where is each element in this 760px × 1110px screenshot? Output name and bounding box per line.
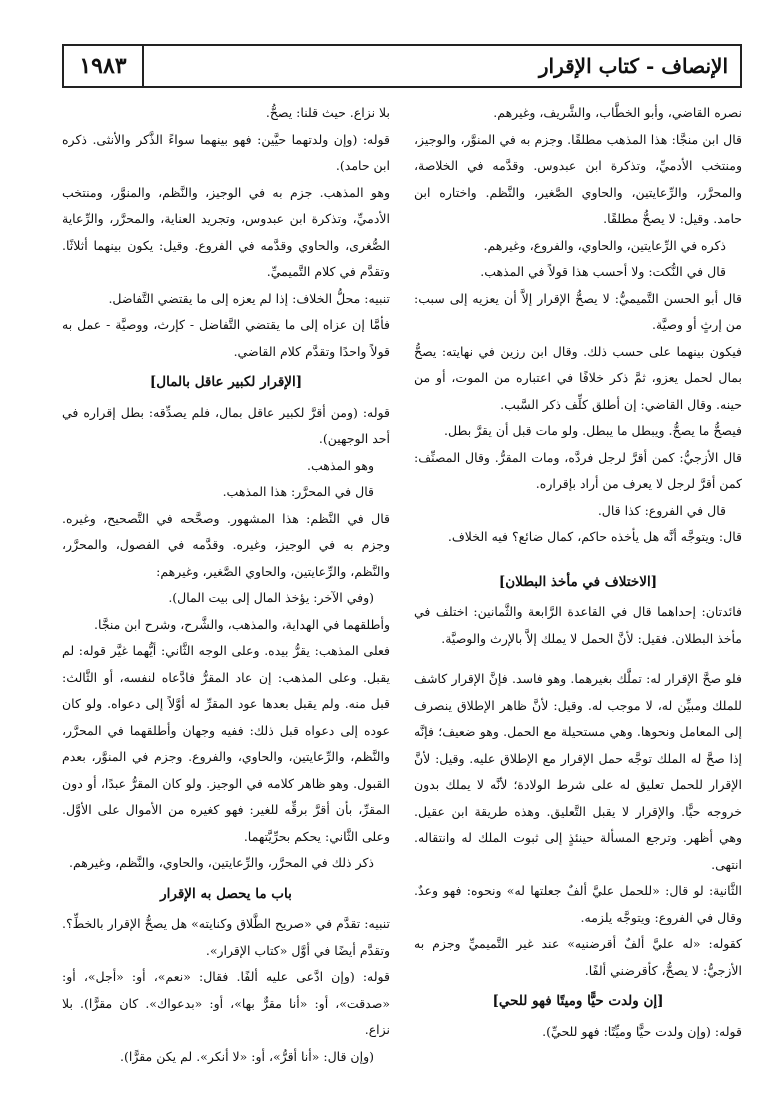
paragraph: قال ابن منجَّا: هذا المذهب مطلقًا. وجزم به في المنوَّر، والوجيز، ومنتخب الأدميِّ، وتذكرة ابن عبدوس. وقدَّمه في الخلاصة، والمحرَّر، والرِّعايتين، والحاوي الصَّغير، والنَّظم. واختاره ابن حامد. وقيل: لا يصحُّ مطلقًا.: [414, 131, 742, 226]
running-title: الإنصاف - كتاب الإقرار: [538, 54, 728, 78]
paragraph: قوله: (ومن أقرَّ لكبير عاقل بمال، فلم يصدِّقه: بطل إقراره في أحد الوجهين).: [62, 404, 390, 446]
paragraph: ذكر ذلك في المحرَّر، والرِّعايتين، والحاوي، والنَّظم، وغيرهم.: [68, 855, 374, 870]
book-page: [62, 44, 742, 1094]
paragraph: فائدتان: إحداهما قال في القاعدة الرَّابعة والثَّمانين: اختلف في مأخذ البطلان. فقيل: لأنَّ الحمل لا يملك إلاَّ بالإرث والوصيَّة.: [414, 604, 742, 646]
paragraph: (وفي الآخر: يؤخذ المال إلى بيت المال).: [168, 590, 374, 605]
section-heading: باب ما يحصل به الإقرار: [160, 885, 292, 902]
paragraph: قال في النَّظم: هذا المشهور. وصحَّحه في التَّصحيح، وغيره. وجزم به في الوجيز، وغيره. وقدَّمه في الفصول، والمحرَّر، والنَّظم، والرِّعايتين، والحاوي الصَّغير، وغيرهم:: [62, 510, 390, 579]
section-heading: [الإقرار لكبير عاقل بالمال]: [149, 374, 303, 390]
paragraph: فيصحُّ ما يصحُّ. ويبطل ما يبطل. ولو مات قبل أن يقرَّ بطل.: [444, 423, 742, 438]
right-column: [414, 100, 742, 1045]
paragraph: قوله: (وإن ادَّعى عليه ألفًا. فقال: «نعم»، أو: «أجل»، أو: «صدقت»، أو: «أنا مقرٌّ بها»، أو: «بدعواك». كان مقرًّا). بلا نزاع.: [62, 969, 390, 1037]
section-heading: [إن ولدت حيًّا وميتًا فهو للحي]: [492, 993, 664, 1009]
paragraph: قوله: (وإن ولدتهما حيَّين: فهو بينهما سواءً الذَّكر والأنثى. ذكره ابن حامد).: [62, 131, 390, 173]
paragraph: وأطلقهما في الهداية، والمذهب، والشَّرح، وشرح ابن منجَّا.: [94, 616, 390, 632]
paragraph: فلو صحَّ الإقرار له: تملَّك بغيرهما. وهو فاسد. فإنَّ الإقرار كاشف للملك ومبيِّن له، لا موجب له. وقيل: لأنَّ ظاهر الإطلاق ينصرف إلى المعامل ونحوها. وهي مستحيلة مع الحمل. وهو ضعيف؛ فإنَّه إذا صحَّ له الملك توجَّه حمل الإقرار مع الإطلاق عليه. وقيل: لأنَّ الإقرار للحمل تعليق له على شرط الولادة؛ لأنَّه لا يملك بدون خروجه حيًّا. والإقرار لا يقبل التَّعليق. وهذه طريقة ابن عقيل. وهي أظهر. وترجع المسألة حينئذٍ إلى ثبوت الملك له وانتقاله. انتهى.: [414, 671, 742, 872]
paragraph: قوله: (وإن ولدت حيًّا وميِّتًا: فهو للحيِّ).: [542, 1023, 742, 1039]
paragraph: فيكون بينهما على حسب ذلك. وقال ابن رزين في نهايته: يصحُّ بمال لحمل يعزو، ثمَّ ذكر خلافًا في اعتباره من الموت، أو من حينه. وقال القاضي: إن أطلق كلِّف ذكر السَّبب.: [414, 343, 742, 412]
paragraph: قال الأزجيُّ: كمن أقرَّ لرجل فردَّه، ومات المقرُّ. وقال المصنِّف: كمن أقرَّ لرجل لا يعرف من أراد بإقراره.: [414, 449, 742, 491]
paragraph: (وإن قال: «أنا أقرُّ»، أو: «لا أنكر». لم يكن مقرًّا).: [120, 1048, 374, 1064]
paragraph: فأمَّا إن عزاه إلى ما يقتضي التَّفاضل - كإرث، ووصيَّة - عمل به قولاً واحدًا وتقدَّم كلام القاضي.: [62, 317, 390, 359]
paragraph: قال أبو الحسن التَّميميُّ: لا يصحُّ الإقرار إلاَّ أن يعزيه إلى سبب: من إرثٍ أو وصيَّة.: [414, 290, 742, 332]
paragraph: ذكره في الرِّعايتين، والحاوي، والفروع، وغيرهم.: [483, 237, 726, 253]
paragraph: بلا نزاع. حيث قلنا: يصحُّ.: [265, 105, 390, 120]
spacer: [414, 551, 742, 565]
paragraph: وهو المذهب.: [307, 457, 374, 473]
spacer: [414, 652, 742, 666]
page-number: ١٩٨٣: [64, 46, 144, 86]
paragraph: تنبيه: تقدَّم في «صريح الطَّلاق وكنايته» هل يصحُّ الإقرار بالخطِّ؟. وتقدَّم أيضًا في أوَّل «كتاب الإقرار».: [62, 916, 390, 958]
page-header: [62, 44, 742, 88]
paragraph: نصره القاضي، وأبو الخطَّاب، والشَّريف، وغيرهم.: [493, 105, 742, 120]
paragraph: قال: ويتوجَّه أنَّه هل يأخذه حاكم، كمال ضائع؟ فيه الخلاف.: [447, 529, 742, 544]
section-heading: [الاختلاف في مأخذ البطلان]: [498, 573, 658, 590]
paragraph: قال في النُّكت: ولا أحسب هذا قولاً في المذهب.: [480, 264, 726, 279]
paragraph: قال في الفروع: كذا قال.: [597, 502, 726, 518]
paragraph: فعلى المذهب: يقرُّ بيده. وعلى الوجه الثَّاني: أيُّهما غيَّر قوله: لم يقبل. وعلى المذهب: إن عاد المقرُّ فادَّعاه لنفسه، أو الثَّالث: قبل منه. ولم يقبل بعدها عود المقرِّ له أوَّلاً إلى دعواه. ولو كان عوده إلى دعواه قبل ذلك: ففيه وجهان وأطلقهما في المحرَّر، والنَّظم، والرِّعايتين، والحاوي، والفروع. وجزم في المنوَّر، بعدم القبول. وهو ظاهر كلامه في الوجيز. ولو كان المقرُّ عبدًا، أو دون المقرِّ، بأن أقرَّ برقِّه للغير: فهو كغيره من الأموال على الأوَّل. وعلى الثَّاني: يحكم بحرِّيَّتهما.: [62, 643, 390, 844]
paragraph: تنبيه: محلُّ الخلاف: إذا لم يعزه إلى ما يقتضي التَّفاضل.: [108, 290, 390, 306]
paragraph: الثَّانية: لو قال: «للحمل عليَّ ألفٌ جعلتها له» ونحوه: فهو وعدٌ. وقال في الفروع: ويتوجَّه يلزمه.: [414, 883, 742, 925]
paragraph: وهو المذهب. جزم به في الوجيز، والنَّظم، والمنوَّر، ومنتخب الأدميِّ، وتذكرة ابن عبدوس، وتجريد العناية، والمحرَّر، والرِّعاية الصُّغرى، والحاوي وقدَّمه في الفروع. وقيل: يكون بينهما أثلاثًا. وتقدَّم في كلام التَّميميِّ.: [62, 184, 390, 279]
left-column: [62, 100, 390, 1070]
paragraph: كقوله: «له عليَّ ألفٌ أقرضنيه» عند غير التَّميميِّ وجزم به الأزجيُّ: لا يصحُّ، كأقرضني ألفًا.: [414, 936, 742, 978]
paragraph: قال في المحرَّر: هذا المذهب.: [222, 484, 374, 499]
